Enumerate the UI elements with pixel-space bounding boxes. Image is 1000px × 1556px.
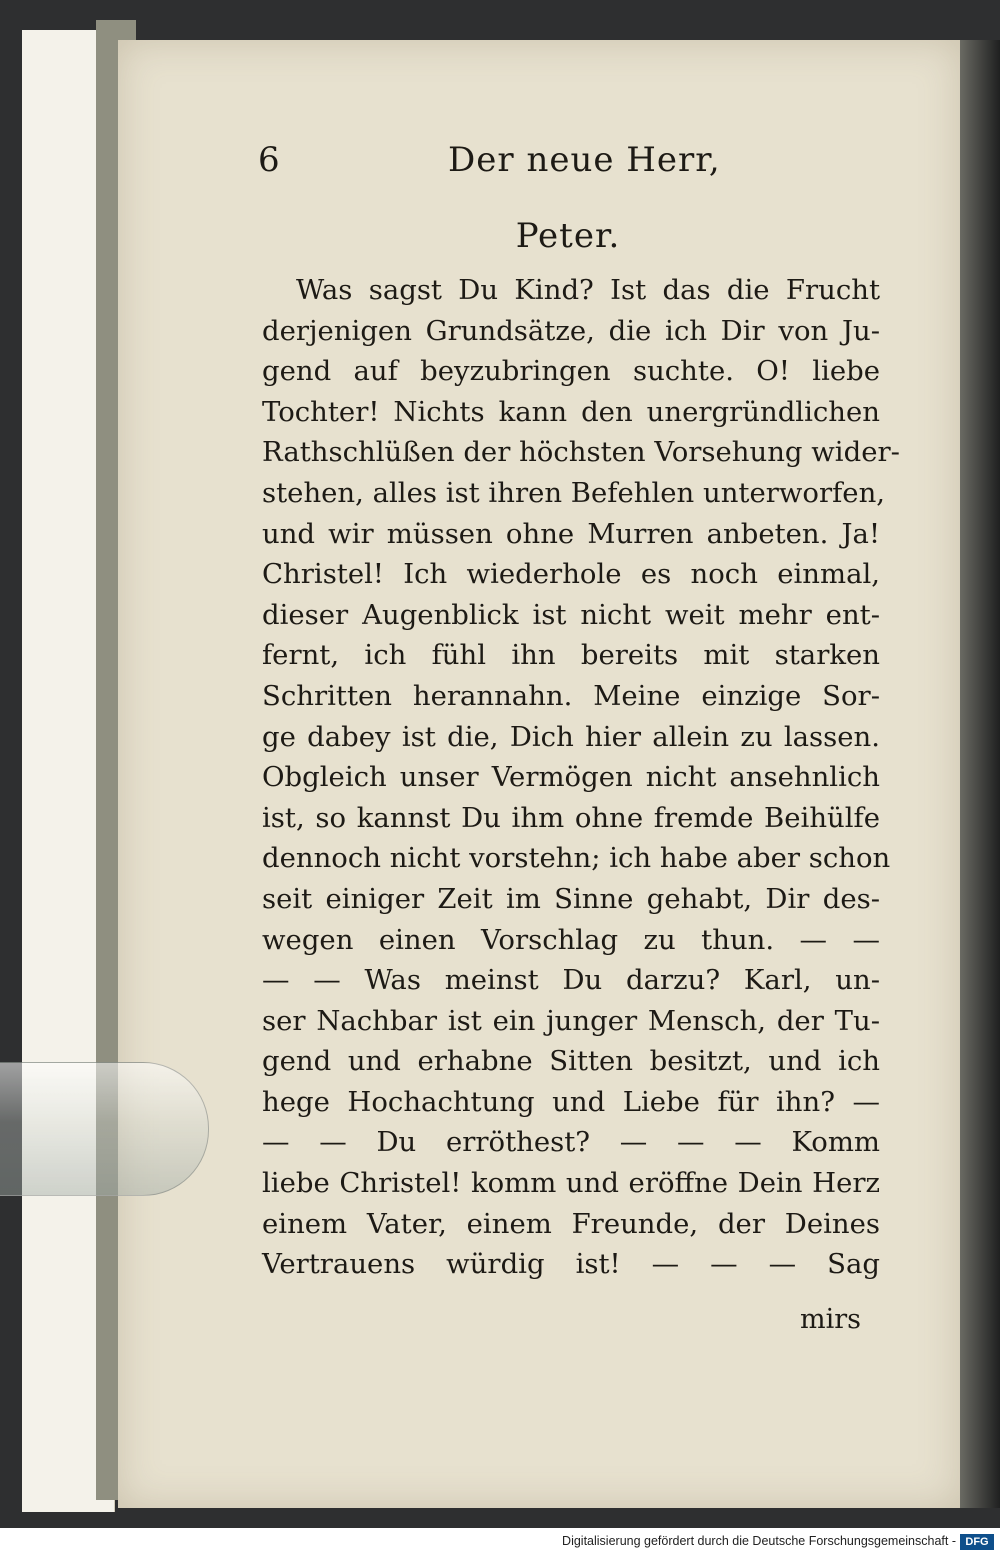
text-line: Christel! Ich wiederhole es noch einmal, — [262, 558, 880, 591]
dfg-logo: DFG — [960, 1534, 994, 1550]
text-line: Vertrauens würdig ist! — — — Sag — [262, 1248, 880, 1281]
text-line: hege Hochachtung und Liebe für ihn? — — [262, 1085, 880, 1118]
speaker-name: Peter. — [515, 216, 621, 256]
text-line: — — Du erröthest? — — — Komm — [262, 1126, 880, 1159]
running-head: Der neue Herr, — [448, 140, 721, 180]
catchword: mirs — [800, 1304, 862, 1335]
footer-bar — [0, 1528, 1000, 1556]
text-line: gend auf beyzubringen suchte. O! liebe — [262, 355, 880, 388]
text-line: einem Vater, einem Freunde, der Deines — [262, 1207, 880, 1240]
text-line: Schritten herannahn. Meine einzige Sor- — [262, 679, 880, 712]
page-number: 6 — [258, 140, 280, 180]
text-line: ser Nachbar ist ein junger Mensch, der Tu- — [262, 1004, 880, 1037]
text-line: fernt, ich fühl ihn bereits mit starken — [262, 639, 880, 672]
text-line: — — Was meinst Du darzu? Karl, un- — [262, 964, 880, 997]
text-line: wegen einen Vorschlag zu thun. — — — [262, 923, 880, 956]
text-line: Tochter! Nichts kann den unergründlichen — [262, 395, 880, 428]
page-edge-shadow — [960, 40, 1000, 1508]
text-line: gend und erhabne Sitten besitzt, und ich — [262, 1045, 880, 1078]
funding-credit: Digitalisierung gefördert durch die Deutsche Forschungsgemeinschaft - — [562, 1534, 956, 1548]
text-line: dieser Augenblick ist nicht weit mehr ent- — [262, 598, 880, 631]
page-header — [258, 140, 878, 190]
body-text — [262, 270, 900, 1285]
glass-page-weight — [0, 1062, 209, 1196]
text-line: ist, so kannst Du ihm ohne fremde Beihülfe — [262, 801, 880, 834]
text-line: dennoch nicht vorstehn; ich habe aber schon — [262, 842, 891, 875]
text-line: derjenigen Grundsätze, die ich Dir von Ju- — [262, 314, 880, 347]
text-line: liebe Christel! komm und eröffne Dein Herz — [262, 1167, 880, 1200]
text-line: Was sagst Du Kind? Ist das die Frucht — [296, 274, 880, 306]
text-line: und wir müssen ohne Murren anbeten. Ja! — [262, 517, 880, 550]
text-line: stehen, alles ist ihren Befehlen unterworfen, — [262, 476, 886, 509]
text-line: Obgleich unser Vermögen nicht ansehnlich — [262, 761, 880, 794]
text-line: Rathschlüßen der höchsten Vorsehung wider- — [262, 436, 900, 469]
text-line: seit einiger Zeit im Sinne gehabt, Dir des- — [262, 882, 880, 915]
text-line: ge dabey ist die, Dich hier allein zu lassen. — [262, 720, 880, 753]
